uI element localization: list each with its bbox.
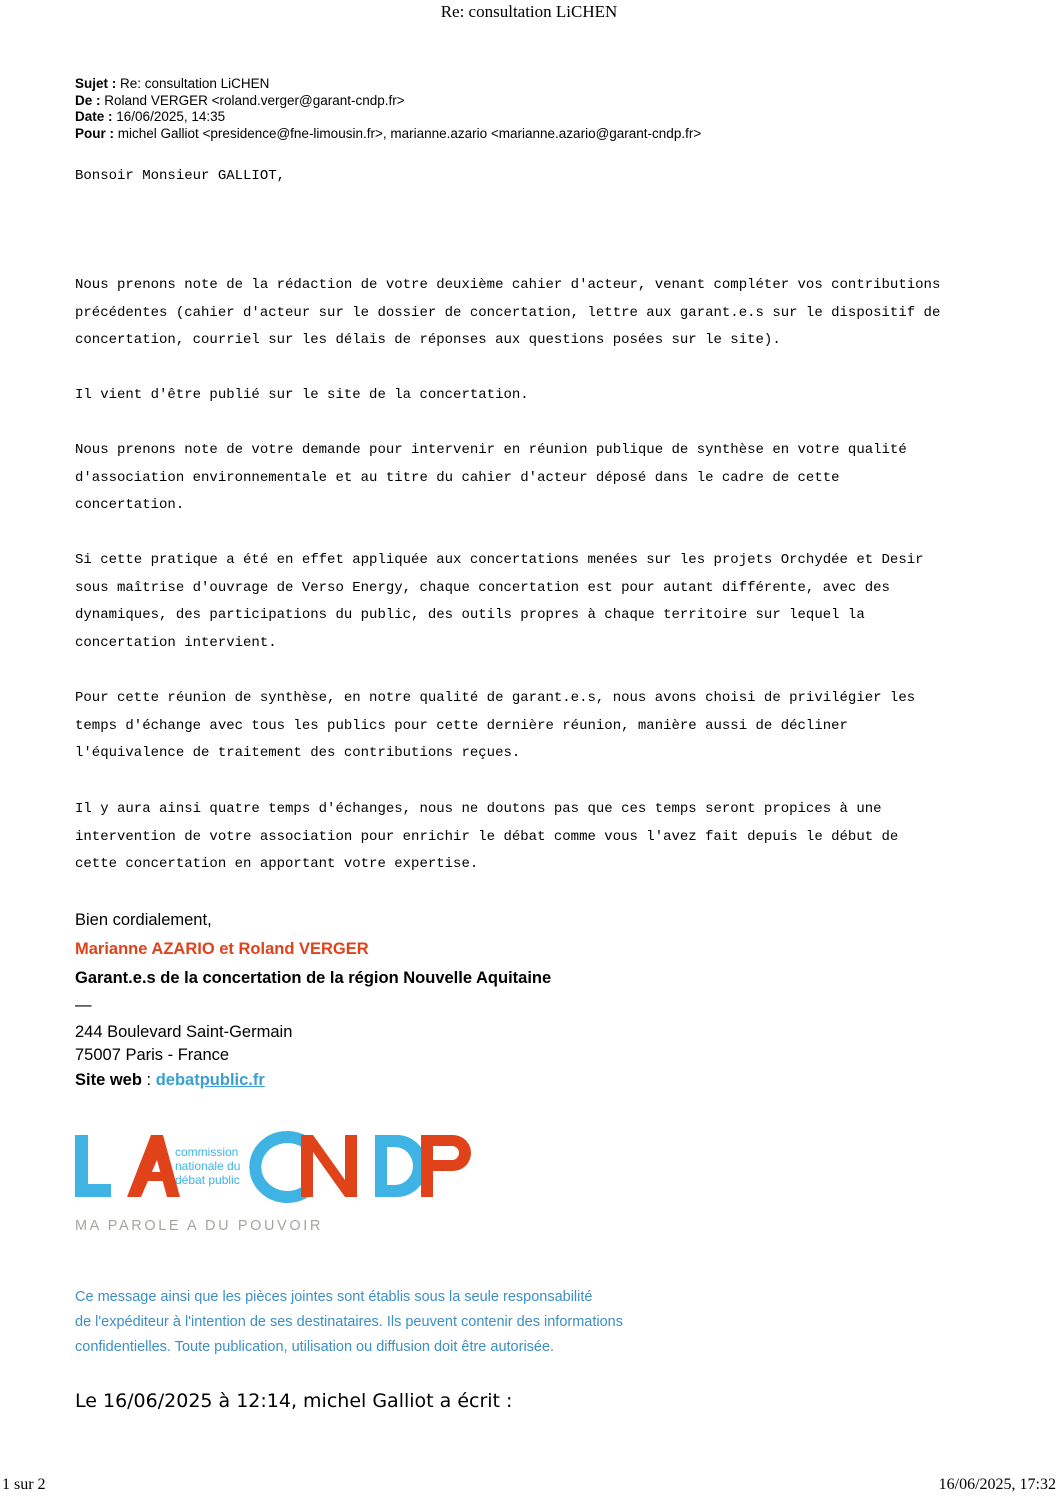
greeting: Bonsoir Monsieur GALLIOT, — [75, 168, 286, 184]
disclaimer-line: confidentielles. Toute publication, utilisation ou diffusion doit être autorisée. — [75, 1339, 555, 1355]
cndp-logo — [75, 1130, 485, 1240]
paragraph: Il vient d'être publié sur le site de la concertation. — [75, 387, 529, 403]
website-link[interactable]: debatpublic.fr — [155, 1071, 265, 1089]
print-timestamp: 16/06/2025, 17:32 — [938, 1476, 1056, 1493]
subject-row — [75, 76, 701, 93]
website-row — [75, 1071, 265, 1090]
site-separator: : — [141, 1071, 156, 1089]
paragraph: Nous prenons note de la rédaction de votre deuxième cahier d'acteur, venant compléter vos contributions précédentes (cahier d'acteur sur le dossier de concertation, lettre aux garant.e.s sur le dispositif de concertation, courriel sur les délais de réponses aux questions posées sur le site). — [75, 277, 941, 348]
disclaimer-line: de l'expéditeur à l'intention de ses destinataires. Ils peuvent contenir des informations — [75, 1314, 623, 1330]
paragraph: Pour cette réunion de synthèse, en notre qualité de garant.e.s, nous avons choisi de privilégier les temps d'échange avec tous les publics pour cette dernière réunion, manière aussi de décliner l'équivalence de traitement des contributions reçues. — [75, 690, 916, 761]
date-row — [75, 109, 701, 126]
disclaimer — [75, 1285, 623, 1360]
email-headers — [75, 76, 701, 142]
signature-dash: — — [75, 996, 92, 1014]
address-line-1: 244 Boulevard Saint-Germain — [75, 1023, 293, 1041]
paragraph: Nous prenons note de votre demande pour intervenir en réunion publique de synthèse en votre qualité d'association environnementale et au titre du cahier d'acteur déposé dans le cadre de cette concertation. — [75, 442, 907, 513]
logo-subtitle-3: débat public — [175, 1173, 240, 1187]
site-label: Site web — [75, 1071, 142, 1089]
from-label: De : — [75, 92, 101, 108]
date-label: Date : — [75, 109, 113, 124]
signature-role: Garant.e.s de la concertation de la région Nouvelle Aquitaine — [75, 969, 552, 987]
logo-subtitle-2: nationale du — [175, 1159, 241, 1173]
from-row — [75, 93, 701, 110]
to-value: michel Galliot <presidence@fne-limousin.fr>, marianne.azario <marianne.azario@garant-cndp.fr> — [117, 125, 702, 141]
to-label: Pour : — [75, 125, 114, 141]
date-value: 16/06/2025, 14:35 — [116, 109, 226, 124]
page-title: Re: consultation LiCHEN — [440, 2, 618, 21]
paragraph: Si cette pratique a été en effet appliquée aux concertations menées sur les projets Orchydée et Desir sous maîtrise d'ouvrage de Verso Energy, chaque concertation est pour autant différente, avec des dynamiques, des participations du public, des outils propres à chaque territoire sur lequel la concertation intervient. — [75, 552, 924, 651]
subject-label: Sujet : — [75, 76, 117, 91]
signature-names: Marianne AZARIO et Roland VERGER — [75, 940, 369, 958]
quoted-message-intro: Le 16/06/2025 à 12:14, michel Galliot a écrit : — [75, 1390, 513, 1412]
logo-subtitle-1: commission — [175, 1145, 239, 1159]
from-value: Roland VERGER <roland.verger@garant-cndp.fr> — [104, 92, 405, 108]
subject-value: Re: consultation LiCHEN — [120, 76, 270, 91]
paragraph: Il y aura ainsi quatre temps d'échanges, nous ne doutons pas que ces temps seront propices à une intervention de votre association pour enrichir le débat comme vous l'avez fait depuis le début de cette concertation en apportant votre expertise. — [75, 801, 899, 872]
address-line-2: 75007 Paris - France — [75, 1046, 230, 1064]
logo-tagline: MA PAROLE A DU POUVOIR — [75, 1218, 323, 1234]
closing: Bien cordialement, — [75, 911, 212, 929]
to-row — [75, 126, 701, 143]
page-number: 1 sur 2 — [2, 1476, 46, 1493]
disclaimer-line: Ce message ainsi que les pièces jointes sont établis sous la seule responsabilité — [75, 1289, 593, 1305]
